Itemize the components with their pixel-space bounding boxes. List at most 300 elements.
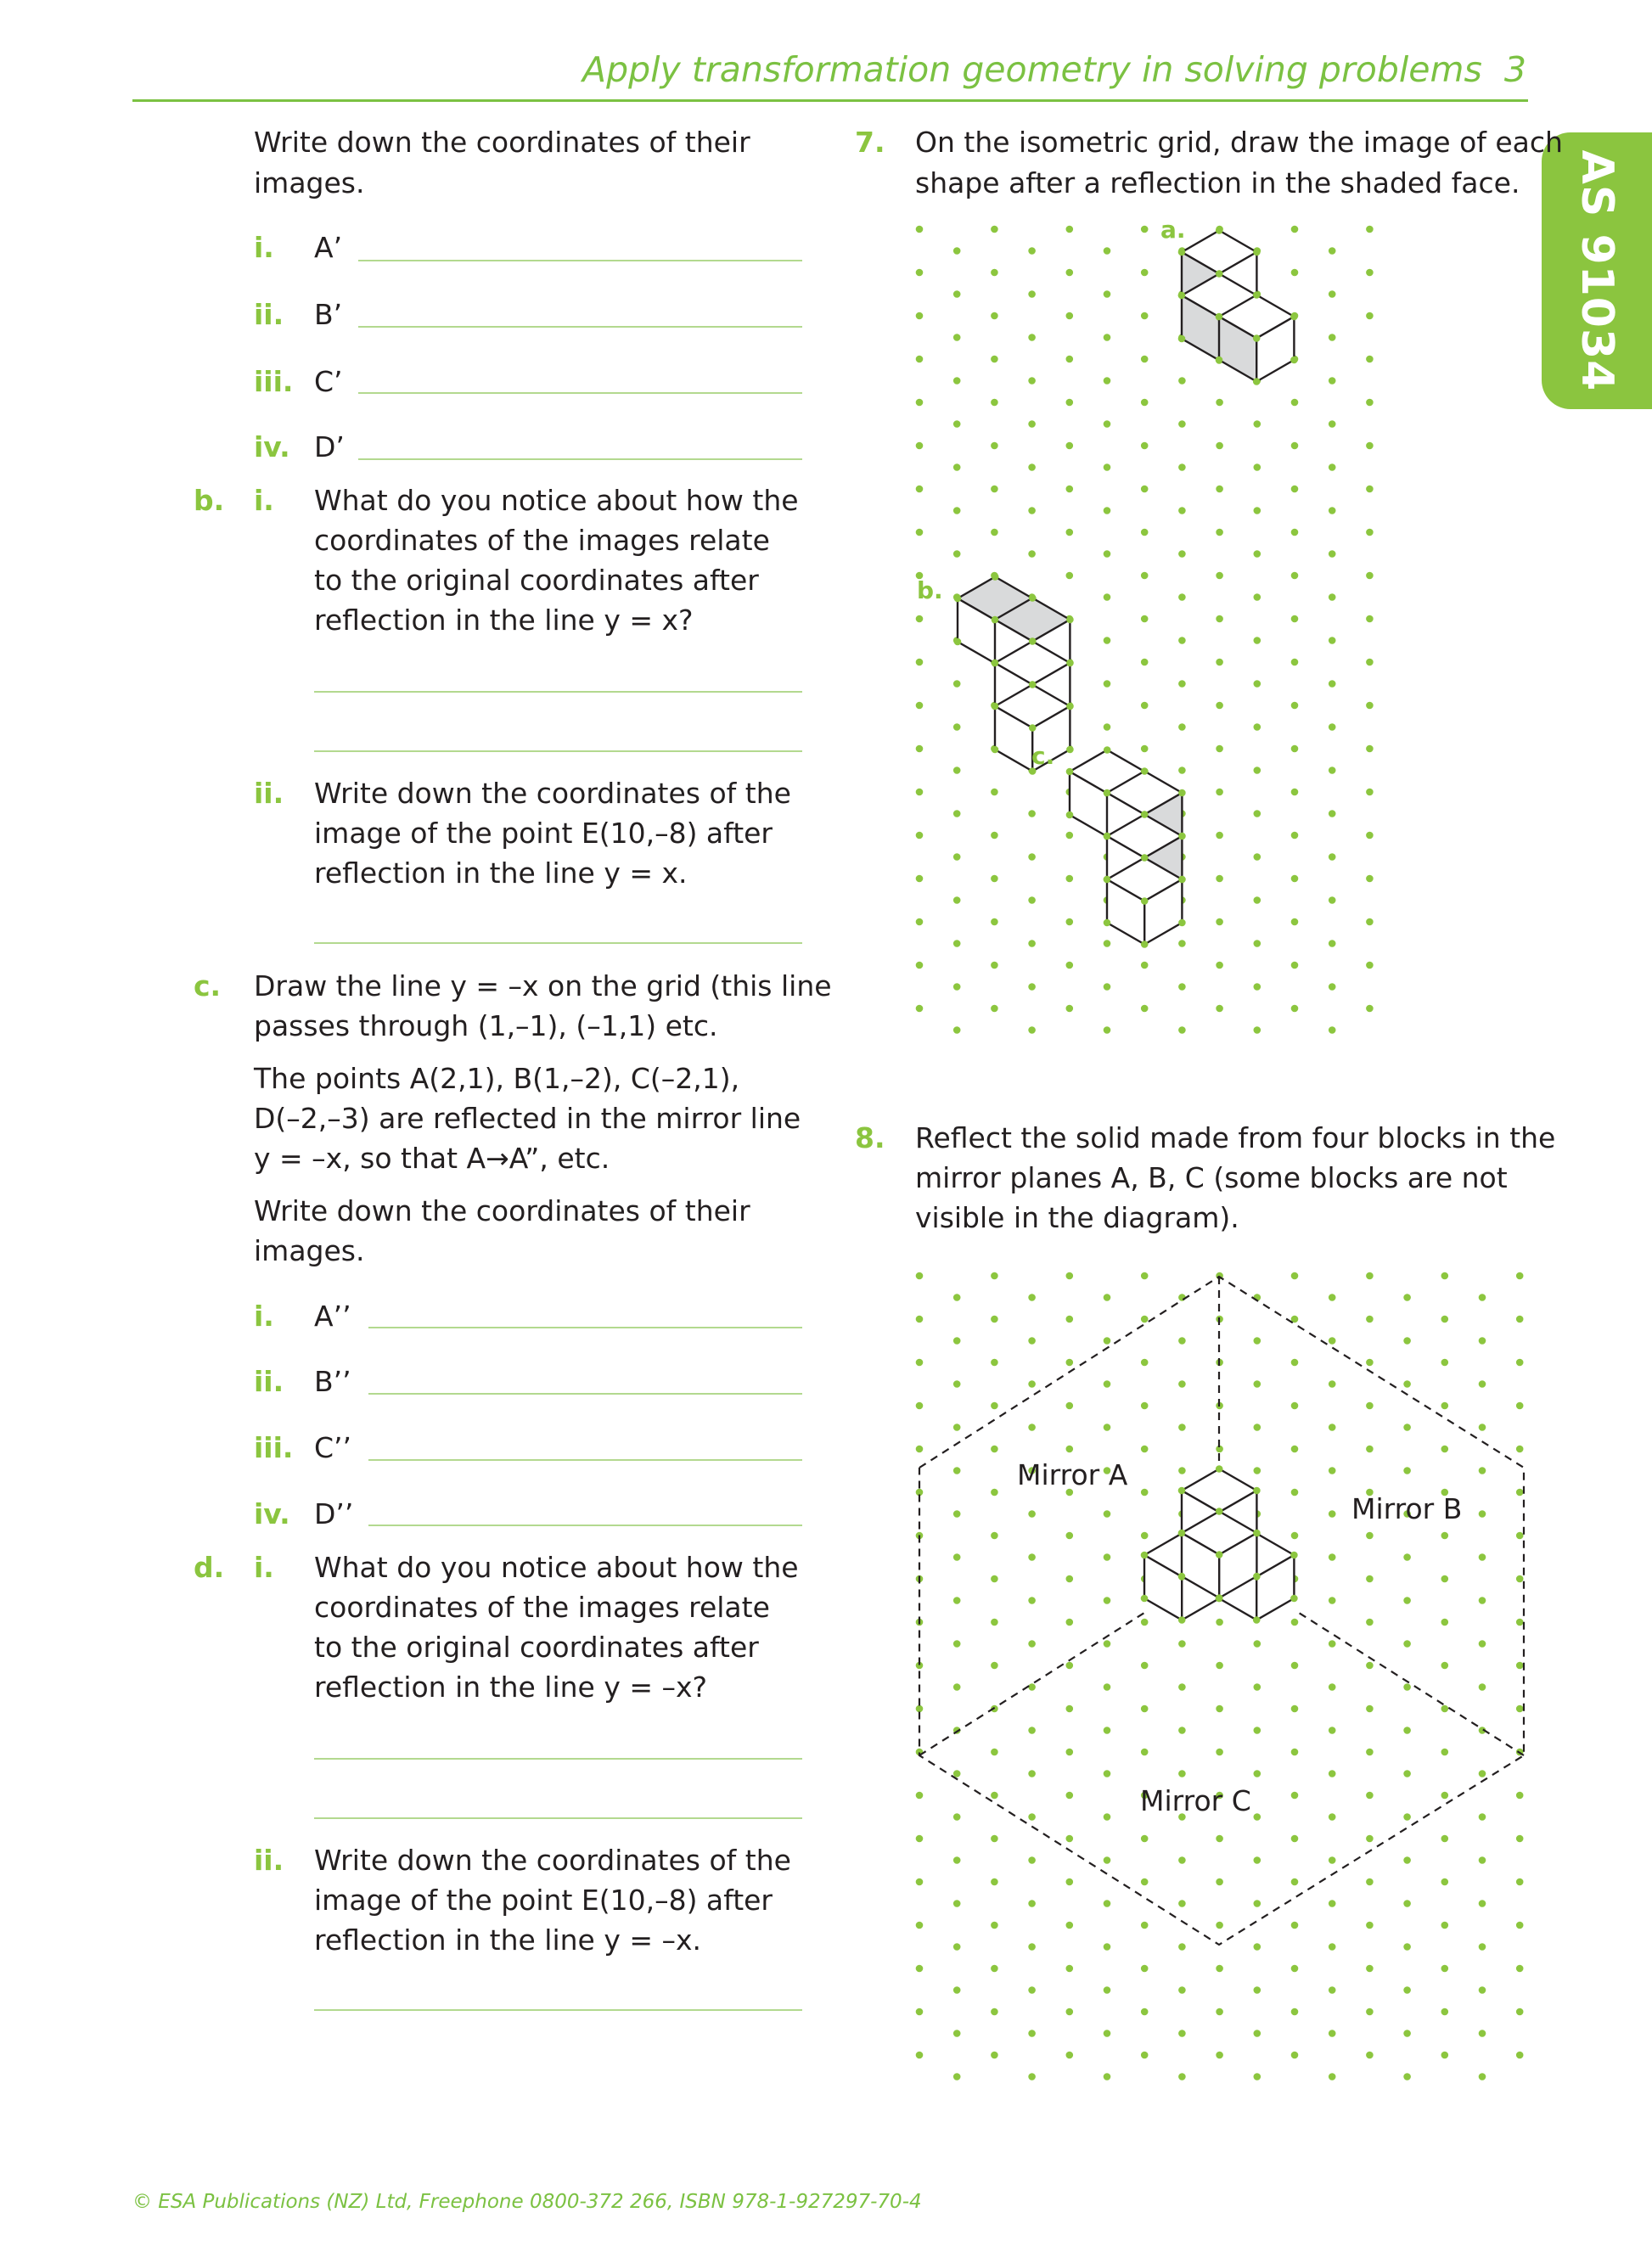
grid-dot bbox=[1104, 1640, 1111, 1648]
grid-dot bbox=[1141, 1878, 1149, 1886]
grid-dot bbox=[1479, 1900, 1486, 1907]
grid-dot bbox=[916, 1965, 924, 1973]
grid-dot bbox=[1291, 1359, 1299, 1367]
grid-dot bbox=[1366, 1662, 1374, 1670]
grid-dot bbox=[1516, 1272, 1524, 1280]
grid-dot bbox=[1141, 399, 1149, 407]
grid-dot bbox=[1479, 1510, 1486, 1518]
grid-dot bbox=[1254, 2030, 1261, 2037]
vertex-dot bbox=[1104, 789, 1111, 797]
grid-dot bbox=[1216, 1749, 1223, 1756]
grid-dot bbox=[1366, 1878, 1374, 1886]
grid-dot bbox=[1291, 572, 1299, 580]
grid-dot bbox=[1366, 745, 1374, 753]
grid-dot bbox=[1403, 1900, 1411, 1907]
grid-dot bbox=[1141, 1662, 1149, 1670]
grid-dot bbox=[1329, 420, 1336, 428]
grid-dot bbox=[1254, 420, 1261, 428]
grid-dot bbox=[1291, 918, 1299, 926]
vertex-dot bbox=[1178, 833, 1186, 840]
grid-dot bbox=[1329, 1467, 1336, 1474]
grid-dot bbox=[991, 1316, 998, 1323]
grid-dot bbox=[1104, 1380, 1111, 1388]
grid-dot bbox=[1254, 1900, 1261, 1907]
grid-dot bbox=[1329, 1337, 1336, 1345]
grid-dot bbox=[1216, 918, 1223, 926]
grid-dot bbox=[1178, 637, 1186, 644]
grid-dot bbox=[1216, 2052, 1223, 2059]
grid-dot bbox=[1104, 420, 1111, 428]
grid-dot bbox=[916, 356, 924, 363]
grid-dot bbox=[1141, 269, 1149, 277]
grid-dot bbox=[1366, 1532, 1374, 1540]
part-d-label: d. bbox=[194, 1551, 225, 1584]
grid-dot bbox=[1141, 572, 1149, 580]
shape-b-label: b. bbox=[917, 576, 943, 604]
grid-dot bbox=[1403, 1856, 1411, 1864]
grid-dot bbox=[1066, 269, 1074, 277]
grid-dot bbox=[1141, 1619, 1149, 1626]
grid-dot bbox=[1254, 983, 1261, 991]
grid-dot bbox=[1178, 1770, 1186, 1777]
vertex-dot bbox=[1178, 919, 1186, 927]
part-b-label: b. bbox=[194, 484, 225, 517]
vertex-dot bbox=[1141, 854, 1149, 862]
vertex-dot bbox=[1253, 249, 1261, 256]
grid-dot bbox=[1216, 745, 1223, 753]
grid-dot bbox=[991, 875, 998, 883]
grid-dot bbox=[1329, 1294, 1336, 1301]
grid-dot bbox=[1178, 1856, 1186, 1864]
grid-dot bbox=[1403, 2073, 1411, 2080]
grid-dot bbox=[1178, 507, 1186, 514]
a-item-num: ii. bbox=[254, 298, 284, 331]
grid-dot bbox=[1516, 1792, 1524, 1800]
part-d-ii-num: ii. bbox=[254, 1844, 284, 1877]
answer-line[interactable] bbox=[368, 1327, 802, 1328]
grid-dot bbox=[916, 1446, 924, 1453]
grid-dot bbox=[1291, 962, 1299, 969]
q8-number: 8. bbox=[855, 1121, 885, 1154]
grid-dot bbox=[1329, 1986, 1336, 1994]
grid-dot bbox=[1216, 615, 1223, 623]
vertex-dot bbox=[954, 638, 962, 646]
grid-dot bbox=[1178, 1943, 1186, 1951]
grid-dot bbox=[1441, 2008, 1449, 2016]
grid-dot bbox=[1066, 1359, 1074, 1367]
grid-dot bbox=[1329, 1943, 1336, 1951]
vertex-dot bbox=[992, 616, 999, 624]
grid-dot bbox=[1366, 312, 1374, 320]
grid-dot bbox=[1366, 226, 1374, 233]
grid-dot bbox=[991, 312, 998, 320]
grid-dot bbox=[1104, 463, 1111, 471]
grid-dot bbox=[1178, 593, 1186, 601]
grid-dot bbox=[1329, 1856, 1336, 1864]
vertex-dot bbox=[1066, 768, 1074, 776]
answer-line[interactable] bbox=[368, 1525, 802, 1526]
grid-dot bbox=[1028, 463, 1036, 471]
c-item-num: i. bbox=[254, 1300, 274, 1333]
grid-dot bbox=[1516, 1316, 1524, 1323]
grid-dot bbox=[953, 1683, 961, 1691]
part-c-line: y = –x, so that A→A”, etc. bbox=[254, 1142, 610, 1175]
grid-dot bbox=[1216, 1965, 1223, 1973]
grid-dot bbox=[1366, 572, 1374, 580]
grid-dot bbox=[1216, 789, 1223, 796]
grid-dot bbox=[1066, 1005, 1074, 1013]
grid-dot bbox=[916, 1005, 924, 1013]
grid-dot bbox=[1329, 463, 1336, 471]
grid-dot bbox=[1479, 1467, 1486, 1474]
vertex-dot bbox=[1029, 724, 1037, 732]
grid-dot bbox=[1066, 572, 1074, 580]
grid-dot bbox=[953, 680, 961, 688]
grid-dot bbox=[916, 1705, 924, 1713]
grid-dot bbox=[1178, 766, 1186, 774]
grid-dot bbox=[1254, 680, 1261, 688]
grid-dot bbox=[1479, 1380, 1486, 1388]
grid-dot bbox=[1366, 1965, 1374, 1973]
a-item-label: A’ bbox=[314, 231, 343, 264]
grid-dot bbox=[1178, 377, 1186, 385]
grid-dot bbox=[953, 1856, 961, 1864]
grid-dot bbox=[1366, 962, 1374, 969]
part-b-i-line: What do you notice about how the bbox=[314, 484, 799, 517]
grid-dot bbox=[1104, 680, 1111, 688]
vertex-dot bbox=[1216, 357, 1223, 364]
grid-dot bbox=[1291, 832, 1299, 840]
grid-dot bbox=[991, 1749, 998, 1756]
grid-dot bbox=[1254, 1770, 1261, 1777]
grid-dot bbox=[1291, 269, 1299, 277]
grid-dot bbox=[1366, 529, 1374, 536]
grid-dot bbox=[991, 356, 998, 363]
grid-dot bbox=[1178, 1337, 1186, 1345]
grid-dot bbox=[1403, 1467, 1411, 1474]
grid-dot bbox=[1479, 1597, 1486, 1604]
grid-dot bbox=[1366, 615, 1374, 623]
page-number: 3 bbox=[1503, 49, 1526, 90]
part-d-ii-line: reflection in the line y = –x. bbox=[314, 1923, 702, 1957]
grid-dot bbox=[1516, 1575, 1524, 1583]
grid-dot bbox=[1366, 918, 1374, 926]
grid-dot bbox=[1516, 1446, 1524, 1453]
grid-dot bbox=[1329, 507, 1336, 514]
grid-dot bbox=[1366, 1619, 1374, 1626]
grid-dot bbox=[953, 853, 961, 861]
grid-dot bbox=[953, 247, 961, 255]
answer-line[interactable] bbox=[358, 260, 802, 261]
grid-dot bbox=[1254, 1943, 1261, 1951]
mirror-c-label: Mirror C bbox=[1140, 1784, 1251, 1817]
grid-dot bbox=[1028, 853, 1036, 861]
answer-line[interactable] bbox=[358, 458, 802, 460]
grid-dot bbox=[1104, 2073, 1111, 2080]
grid-dot bbox=[1516, 1835, 1524, 1843]
grid-dot bbox=[953, 1424, 961, 1431]
grid-dot bbox=[1066, 1705, 1074, 1713]
grid-dot bbox=[1028, 983, 1036, 991]
grid-dot bbox=[1028, 1900, 1036, 1907]
part-b-ii-line: image of the point E(10,–8) after bbox=[314, 817, 773, 850]
grid-dot bbox=[1403, 1337, 1411, 1345]
grid-dot bbox=[1104, 1727, 1111, 1734]
grid-dot bbox=[1291, 529, 1299, 536]
grid-dot bbox=[1516, 1402, 1524, 1410]
grid-dot bbox=[1104, 1770, 1111, 1777]
grid-dot bbox=[1366, 269, 1374, 277]
grid-dot bbox=[1254, 550, 1261, 558]
grid-dot bbox=[1329, 1510, 1336, 1518]
a-item-num: iv. bbox=[254, 430, 290, 463]
grid-dot bbox=[1516, 1532, 1524, 1540]
vertex-dot bbox=[1253, 1530, 1261, 1537]
grid-dot bbox=[916, 962, 924, 969]
grid-dot bbox=[1329, 1770, 1336, 1777]
grid-dot bbox=[991, 1272, 998, 1280]
grid-dot bbox=[1028, 420, 1036, 428]
vertex-dot bbox=[1141, 1595, 1149, 1603]
grid-dot bbox=[1329, 1553, 1336, 1561]
grid-dot bbox=[953, 1597, 961, 1604]
grid-dot bbox=[1403, 1986, 1411, 1994]
grid-dot bbox=[1403, 1683, 1411, 1691]
answer-line[interactable] bbox=[314, 750, 802, 752]
grid-dot bbox=[1329, 1640, 1336, 1648]
grid-dot bbox=[1254, 1337, 1261, 1345]
grid-dot bbox=[1066, 1749, 1074, 1756]
q7-isometric-grid[interactable] bbox=[900, 212, 1392, 1053]
answer-line[interactable] bbox=[314, 691, 802, 693]
grid-dot bbox=[1141, 1359, 1149, 1367]
grid-dot bbox=[1441, 1359, 1449, 1367]
grid-dot bbox=[1291, 226, 1299, 233]
part-d-i-line: reflection in the line y = –x? bbox=[314, 1671, 708, 1704]
grid-dot bbox=[1141, 312, 1149, 320]
vertex-dot bbox=[1066, 746, 1074, 754]
grid-dot bbox=[991, 486, 998, 493]
grid-dot bbox=[1178, 1900, 1186, 1907]
grid-dot bbox=[1104, 593, 1111, 601]
grid-dot bbox=[1329, 810, 1336, 817]
grid-dot bbox=[1066, 875, 1074, 883]
grid-dot bbox=[1366, 1749, 1374, 1756]
grid-dot bbox=[1141, 2052, 1149, 2059]
grid-dot bbox=[1329, 940, 1336, 947]
grid-dot bbox=[1329, 2073, 1336, 2080]
grid-dot bbox=[1104, 2030, 1111, 2037]
grid-dot bbox=[1178, 1380, 1186, 1388]
grid-dot bbox=[1329, 1380, 1336, 1388]
grid-dot bbox=[1216, 1878, 1223, 1886]
grid-dot bbox=[1329, 637, 1336, 644]
q8-isometric-grid[interactable] bbox=[900, 1256, 1537, 2097]
vertex-dot bbox=[1141, 767, 1149, 775]
answer-line[interactable] bbox=[368, 1393, 802, 1395]
grid-dot bbox=[1516, 1878, 1524, 1886]
grid-dot bbox=[1291, 1662, 1299, 1670]
vertex-dot bbox=[1216, 270, 1223, 278]
grid-dot bbox=[1366, 2008, 1374, 2016]
grid-dot bbox=[953, 1986, 961, 1994]
part-b-i-line: to the original coordinates after bbox=[314, 564, 759, 597]
grid-dot bbox=[1254, 723, 1261, 731]
grid-dot bbox=[1216, 399, 1223, 407]
grid-dot bbox=[1028, 1770, 1036, 1777]
answer-line[interactable] bbox=[314, 942, 802, 944]
grid-dot bbox=[1141, 1489, 1149, 1496]
vertex-dot bbox=[1178, 1616, 1186, 1624]
part-b-ii-line: Write down the coordinates of the bbox=[314, 777, 791, 810]
grid-dot bbox=[1441, 1749, 1449, 1756]
grid-dot bbox=[1178, 1640, 1186, 1648]
a-item-num: iii. bbox=[254, 365, 294, 398]
grid-dot bbox=[916, 2008, 924, 2016]
part-c-label: c. bbox=[194, 969, 222, 1002]
vertex-dot bbox=[1253, 1573, 1261, 1581]
vertex-dot bbox=[954, 595, 962, 603]
c-item-num: iii. bbox=[254, 1431, 294, 1464]
grid-dot bbox=[1028, 1856, 1036, 1864]
grid-dot bbox=[1329, 377, 1336, 385]
grid-dot bbox=[916, 529, 924, 536]
grid-dot bbox=[953, 1553, 961, 1561]
a-item-label: D’ bbox=[314, 430, 345, 463]
grid-dot bbox=[953, 983, 961, 991]
vertex-dot bbox=[1216, 1551, 1223, 1558]
grid-dot bbox=[991, 962, 998, 969]
grid-dot bbox=[1216, 702, 1223, 710]
grid-dot bbox=[1291, 875, 1299, 883]
vertex-dot bbox=[1290, 1552, 1298, 1559]
vertex-dot bbox=[1066, 660, 1074, 667]
part-d-i-line: to the original coordinates after bbox=[314, 1631, 759, 1664]
grid-dot bbox=[953, 1640, 961, 1648]
grid-dot bbox=[916, 615, 924, 623]
grid-dot bbox=[1028, 550, 1036, 558]
grid-dot bbox=[1403, 1640, 1411, 1648]
grid-dot bbox=[953, 463, 961, 471]
grid-dot bbox=[1516, 1922, 1524, 1929]
grid-dot bbox=[916, 832, 924, 840]
grid-dot bbox=[1403, 1380, 1411, 1388]
grid-dot bbox=[1104, 940, 1111, 947]
grid-dot bbox=[1479, 1640, 1486, 1648]
header-rule bbox=[132, 99, 1528, 102]
grid-dot bbox=[953, 1900, 961, 1907]
grid-dot bbox=[916, 1792, 924, 1800]
grid-dot bbox=[1441, 1575, 1449, 1583]
grid-dot bbox=[1366, 1835, 1374, 1843]
grid-dot bbox=[1291, 2052, 1299, 2059]
q7-number: 7. bbox=[855, 126, 885, 159]
grid-dot bbox=[1479, 1813, 1486, 1821]
grid-dot bbox=[1216, 1922, 1223, 1929]
vertex-dot bbox=[1178, 335, 1186, 343]
four-block-solid bbox=[1141, 1465, 1298, 1624]
grid-dot bbox=[1254, 463, 1261, 471]
vertex-dot bbox=[1178, 1530, 1186, 1537]
grid-dot bbox=[1403, 1294, 1411, 1301]
grid-dot bbox=[1141, 1705, 1149, 1713]
grid-dot bbox=[953, 1943, 961, 1951]
part-b-i-line: reflection in the line y = x? bbox=[314, 604, 694, 637]
grid-dot bbox=[1403, 1597, 1411, 1604]
grid-dot bbox=[1066, 1835, 1074, 1843]
grid-dot bbox=[1216, 572, 1223, 580]
answer-line[interactable] bbox=[314, 1817, 802, 1819]
grid-dot bbox=[1516, 1965, 1524, 1973]
grid-dot bbox=[1178, 1727, 1186, 1734]
grid-dot bbox=[1291, 615, 1299, 623]
grid-dot bbox=[1366, 832, 1374, 840]
q8-line: visible in the diagram). bbox=[915, 1201, 1239, 1234]
vertex-dot bbox=[1178, 249, 1186, 256]
grid-dot bbox=[1291, 2008, 1299, 2016]
grid-dot bbox=[991, 1878, 998, 1886]
side-tab-label: AS 91034 bbox=[1571, 149, 1622, 392]
grid-dot bbox=[1141, 745, 1149, 753]
a-item-label: B’ bbox=[314, 298, 343, 331]
grid-dot bbox=[953, 1770, 961, 1777]
grid-dot bbox=[1066, 226, 1074, 233]
answer-line[interactable] bbox=[314, 2009, 802, 2011]
grid-dot bbox=[1104, 507, 1111, 514]
grid-dot bbox=[916, 1878, 924, 1886]
grid-dot bbox=[1254, 810, 1261, 817]
grid-dot bbox=[1291, 1272, 1299, 1280]
grid-dot bbox=[1441, 1316, 1449, 1323]
grid-dot bbox=[1329, 1813, 1336, 1821]
grid-dot bbox=[991, 1965, 998, 1973]
grid-dot bbox=[1254, 507, 1261, 514]
header-title: Apply transformation geometry in solving problems bbox=[582, 49, 1482, 90]
mirror-b-label: Mirror B bbox=[1351, 1492, 1463, 1525]
shape-a-label: a. bbox=[1160, 216, 1186, 244]
grid-dot bbox=[953, 723, 961, 731]
vertex-dot bbox=[1141, 897, 1149, 905]
answer-line[interactable] bbox=[368, 1459, 802, 1461]
grid-dot bbox=[1066, 1532, 1074, 1540]
grid-dot bbox=[1178, 1467, 1186, 1474]
grid-dot bbox=[1028, 1424, 1036, 1431]
grid-dot bbox=[1329, 1424, 1336, 1431]
grid-dot bbox=[991, 1619, 998, 1626]
grid-dot bbox=[916, 1316, 924, 1323]
vertex-dot bbox=[1066, 703, 1074, 710]
grid-dot bbox=[1141, 1402, 1149, 1410]
grid-dot bbox=[991, 832, 998, 840]
grid-dot bbox=[1366, 1359, 1374, 1367]
grid-dot bbox=[1104, 1510, 1111, 1518]
grid-dot bbox=[1141, 1532, 1149, 1540]
grid-dot bbox=[1479, 2073, 1486, 2080]
grid-dot bbox=[1141, 1272, 1149, 1280]
vertex-dot bbox=[1216, 227, 1223, 234]
part-b-i-num: i. bbox=[254, 484, 274, 517]
grid-dot bbox=[1028, 2073, 1036, 2080]
grid-dot bbox=[1291, 1489, 1299, 1496]
vertex-dot bbox=[1104, 919, 1111, 927]
answer-line[interactable] bbox=[358, 392, 802, 394]
answer-line[interactable] bbox=[358, 326, 802, 328]
grid-dot bbox=[1066, 312, 1074, 320]
grid-dot bbox=[1291, 702, 1299, 710]
answer-line[interactable] bbox=[314, 1758, 802, 1760]
grid-dot bbox=[1141, 1316, 1149, 1323]
vertex-dot bbox=[1290, 357, 1298, 364]
